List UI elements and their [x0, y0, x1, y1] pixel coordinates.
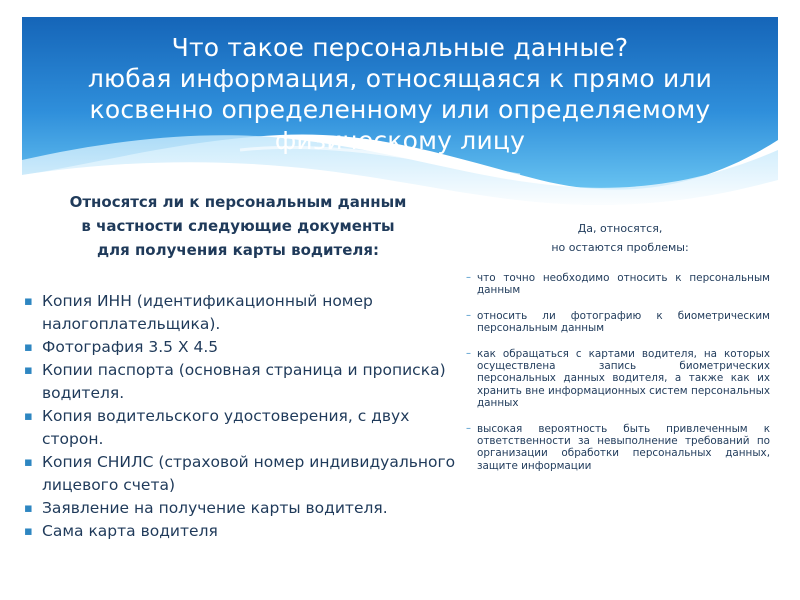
answer-line: Да, относятся,	[577, 222, 663, 235]
bullet-icon: ▪	[24, 340, 33, 355]
dash-icon: –	[466, 422, 471, 434]
question-line: Относятся ли к персональным данным	[69, 193, 407, 211]
list-item	[24, 359, 464, 405]
document-text: Копии паспорта (основная страница и прописка) водителя.	[42, 361, 446, 402]
document-text: Копия СНИЛС (страховой номер индивидуального лицевого счета)	[42, 453, 456, 494]
bullet-icon: ▪	[24, 455, 33, 470]
problem-text: относить ли фотографию к биометрическим персональным данным	[477, 309, 770, 335]
answer-heading	[470, 219, 770, 257]
problem-text: что точно необходимо относить к персональным данным	[477, 272, 770, 297]
title-line: косвенно определенному или определяемому	[89, 95, 711, 124]
question-heading	[18, 190, 458, 262]
bullet-icon: ▪	[24, 363, 33, 378]
problem-text: как обращаться с картами водителя, на которых осуществлена запись биометрических персональных данных водителя, а также как их хранить вне информационных систем персональных данных	[477, 347, 770, 410]
list-item	[466, 423, 770, 473]
list-item	[24, 451, 464, 497]
question-line: в частности следующие документы	[81, 217, 395, 235]
list-item	[24, 520, 464, 543]
list-item	[24, 497, 464, 520]
title-line: Что такое персональные данные?	[171, 33, 629, 62]
documents-list	[24, 290, 464, 543]
dash-icon: –	[466, 347, 471, 359]
document-text: Фотография 3.5 Х 4.5	[42, 338, 219, 356]
dash-icon: –	[466, 309, 471, 321]
document-text: Сама карта водителя	[42, 522, 218, 540]
answer-line: но остаются проблемы:	[551, 241, 689, 254]
slide-title	[40, 32, 760, 156]
bullet-icon: ▪	[24, 524, 33, 539]
bullet-icon: ▪	[24, 501, 33, 516]
problem-text: высокая вероятность быть привлеченным к ответственности за невыполнение требований по организации обработки персональных данных, защите информации	[477, 422, 770, 472]
dash-icon: –	[466, 272, 471, 283]
list-item	[24, 405, 464, 451]
document-text: Копия ИНН (идентификационный номер налогоплательщика).	[42, 292, 373, 333]
document-text: Копия водительского удостоверения, с двух сторон.	[42, 407, 410, 448]
list-item	[24, 290, 464, 336]
document-text: Заявление на получение карты водителя.	[42, 499, 388, 517]
problems-list	[466, 272, 770, 485]
bullet-icon: ▪	[24, 409, 33, 424]
title-line: физическому лицу	[274, 126, 526, 155]
list-item	[466, 310, 770, 335]
bullet-icon: ▪	[24, 294, 33, 309]
title-line: любая информация, относящаяся к прямо или	[87, 64, 713, 93]
list-item	[24, 336, 464, 359]
list-item	[466, 348, 770, 410]
list-item	[466, 272, 770, 297]
question-line: для получения карты водителя:	[96, 241, 379, 259]
